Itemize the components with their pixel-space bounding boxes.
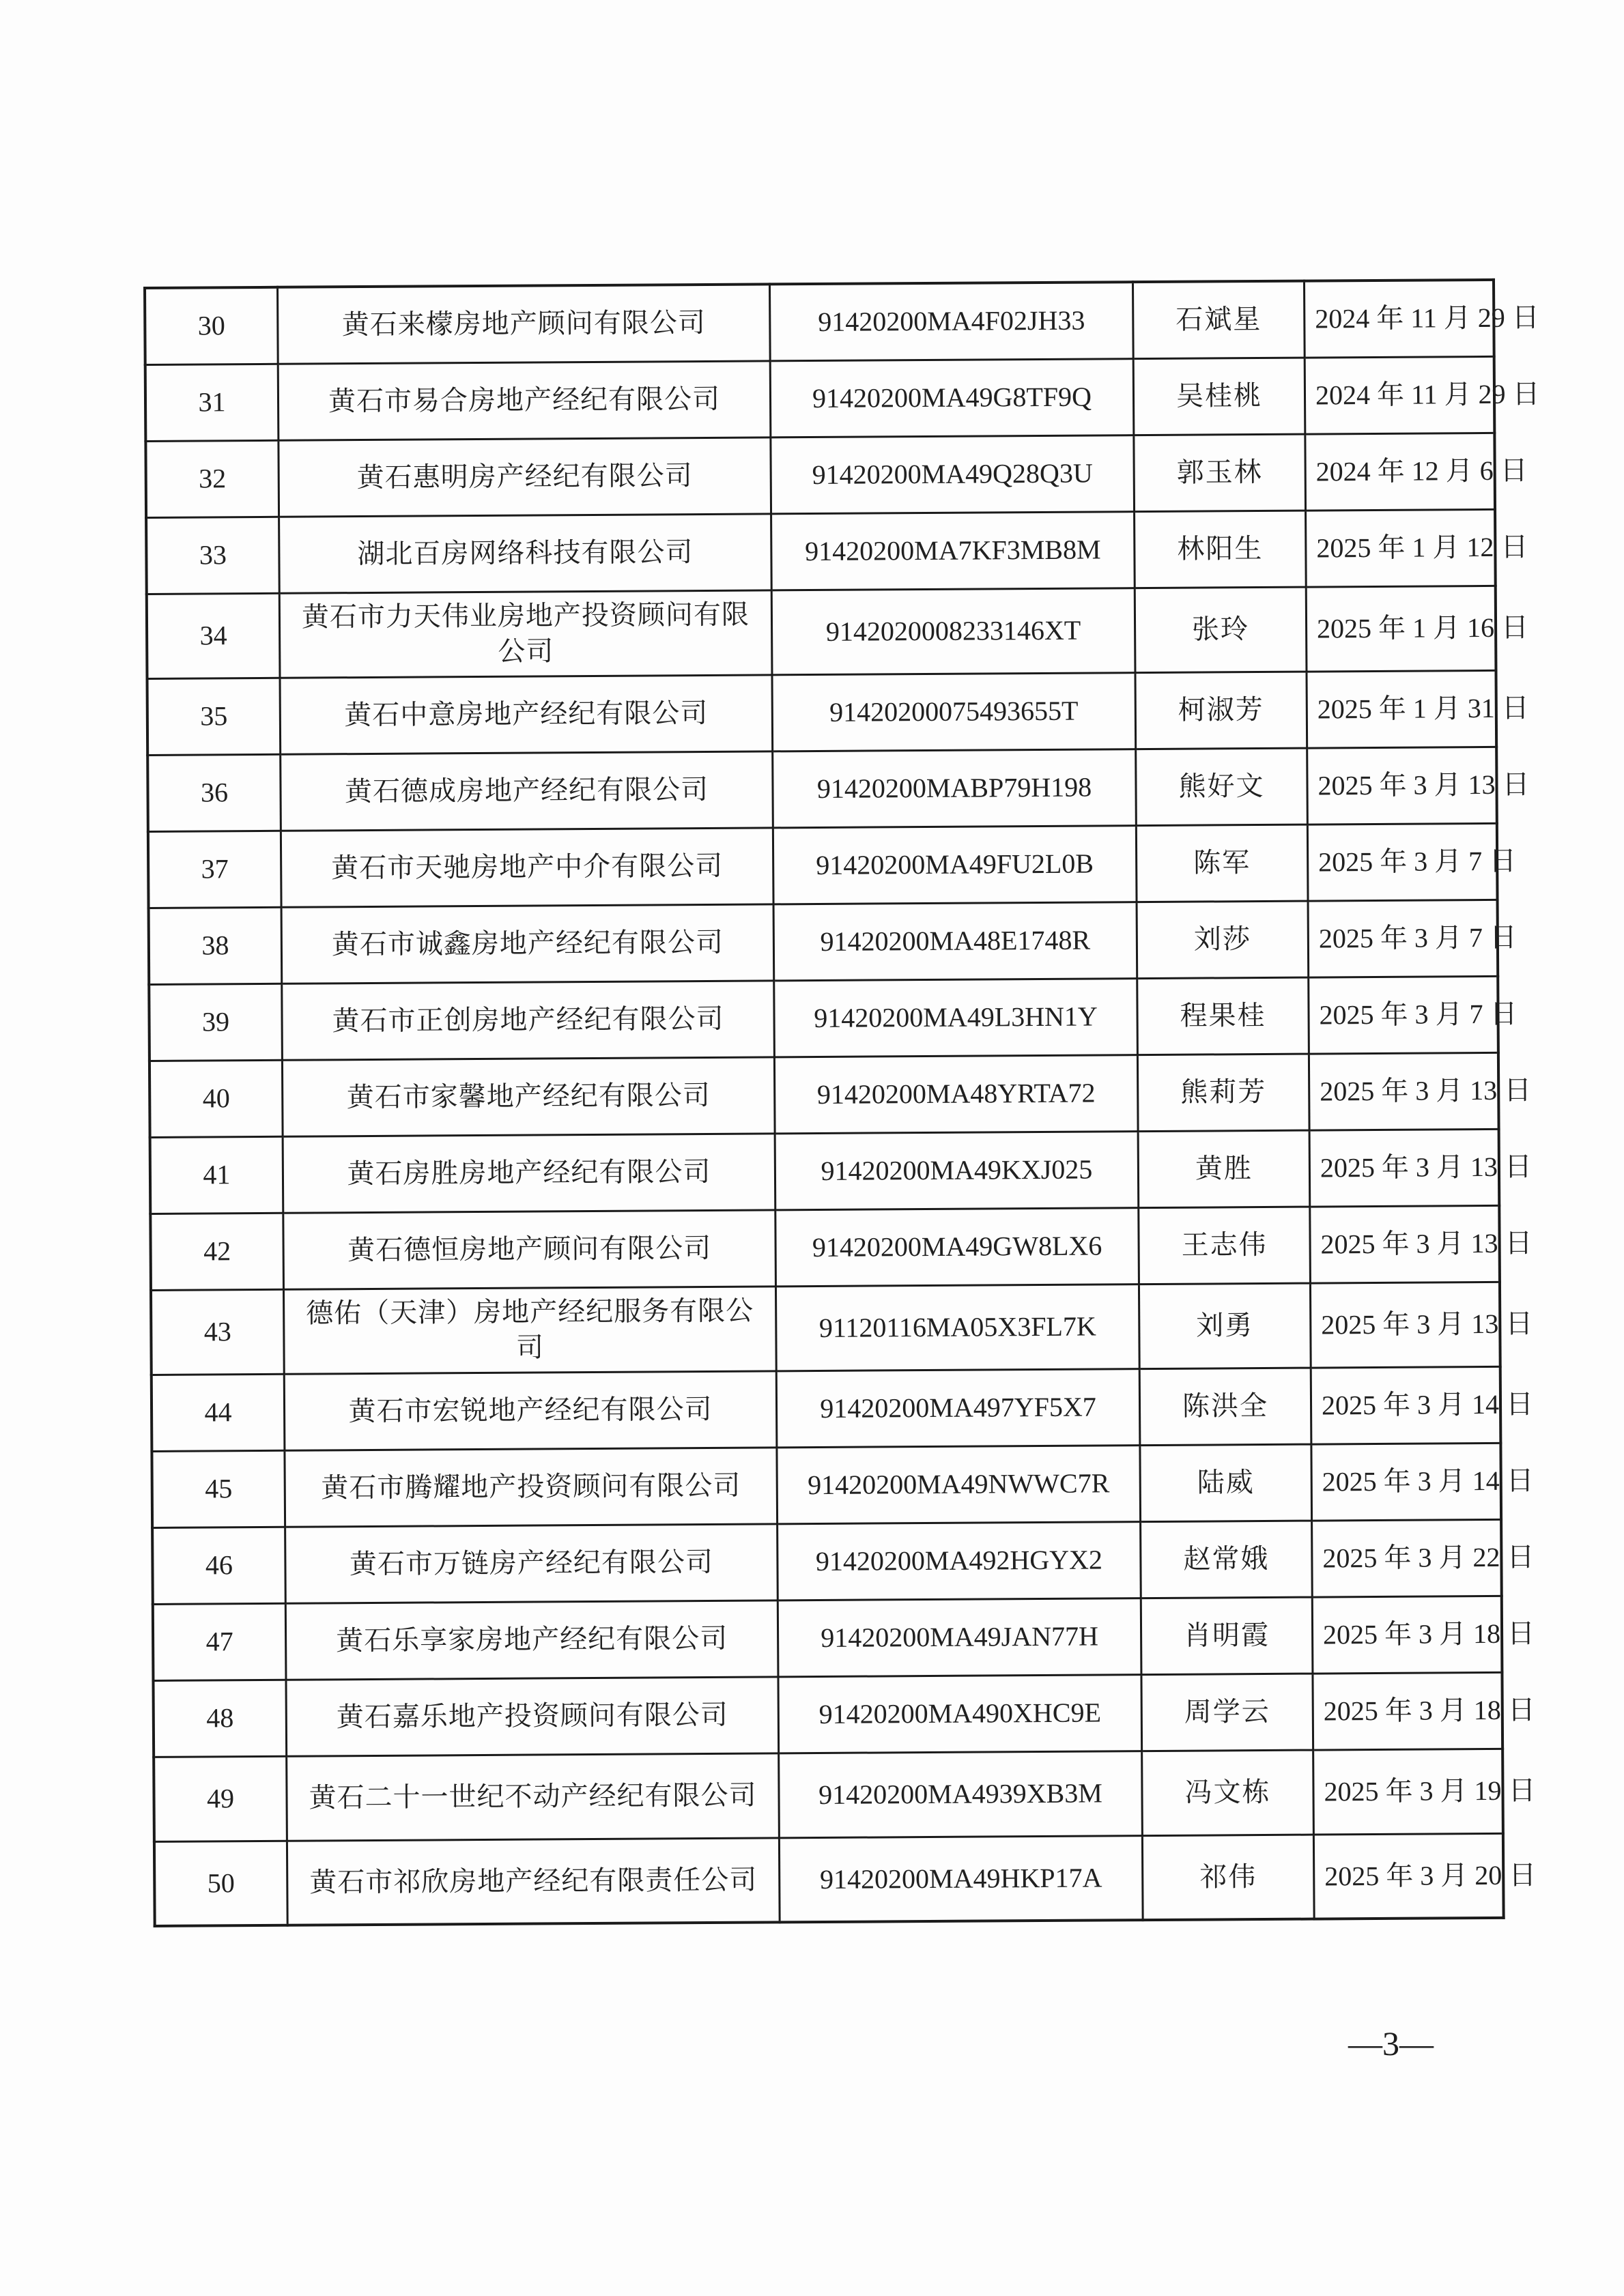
legal-representative: 肖明霞 xyxy=(1141,1597,1313,1675)
row-number: 37 xyxy=(148,831,281,908)
row-number: 40 xyxy=(149,1060,283,1137)
filing-date: 2025 年 3 月 20 日 xyxy=(1313,1833,1503,1919)
filing-date: 2024 年 11 月 29 日 xyxy=(1305,356,1494,434)
credit-code: 91420200MA49HKP17A xyxy=(779,1835,1143,1922)
company-name: 黄石德成房地产经纪有限公司 xyxy=(281,751,773,830)
row-number: 46 xyxy=(152,1527,285,1604)
company-name: 黄石市腾耀地产投资顾问有限公司 xyxy=(285,1447,778,1526)
row-number: 44 xyxy=(152,1374,285,1451)
row-number: 30 xyxy=(145,287,278,364)
row-number: 41 xyxy=(150,1136,283,1214)
credit-code: 91420200MA49Q28Q3U xyxy=(771,435,1135,513)
company-name: 黄石市宏锐地产经纪有限公司 xyxy=(284,1371,777,1450)
filing-date: 2025 年 3 月 13 日 xyxy=(1310,1205,1500,1283)
table-row xyxy=(146,509,1496,594)
table-row xyxy=(153,1596,1502,1680)
table-row xyxy=(152,1443,1501,1527)
legal-representative: 陈军 xyxy=(1136,824,1308,902)
row-number: 34 xyxy=(147,593,280,678)
table-row xyxy=(152,1519,1502,1604)
table-row xyxy=(151,1282,1500,1375)
credit-code: 91420200MA49L3HN1Y xyxy=(774,978,1138,1057)
row-number: 48 xyxy=(153,1680,286,1757)
credit-code: 91420200MA497YF5X7 xyxy=(776,1368,1140,1447)
filing-date: 2025 年 3 月 18 日 xyxy=(1313,1672,1502,1750)
filing-date: 2025 年 1 月 12 日 xyxy=(1306,509,1496,587)
filing-date: 2025 年 3 月 18 日 xyxy=(1312,1596,1502,1674)
table-row xyxy=(149,900,1498,984)
credit-code: 91420200MA49KXJ025 xyxy=(775,1131,1139,1209)
row-number: 43 xyxy=(151,1289,284,1375)
credit-code: 91420200MA4939XB3M xyxy=(779,1751,1143,1837)
table-wrapper xyxy=(143,278,1540,1927)
company-name: 黄石嘉乐地产投资顾问有限公司 xyxy=(286,1676,779,1755)
legal-representative: 冯文栋 xyxy=(1142,1750,1314,1836)
table-row xyxy=(149,1052,1499,1137)
company-name: 黄石房胜房地产经纪有限公司 xyxy=(283,1133,775,1212)
company-name: 黄石市正创房地产经纪有限公司 xyxy=(282,980,775,1059)
legal-representative: 刘莎 xyxy=(1137,901,1309,979)
company-name: 黄石市家馨地产经纪有限公司 xyxy=(282,1057,775,1136)
table-row xyxy=(154,1749,1503,1841)
company-name: 黄石二十一世纪不动产经纪有限公司 xyxy=(287,1753,780,1840)
legal-representative: 王志伟 xyxy=(1139,1207,1311,1285)
company-name: 黄石市力天伟业房地产投资顾问有限公司 xyxy=(279,590,772,677)
legal-representative: 周学云 xyxy=(1141,1674,1313,1751)
legal-representative: 吴桂桃 xyxy=(1133,358,1305,435)
credit-code: 91420200MA490XHC9E xyxy=(778,1674,1142,1753)
credit-code: 91420200MA7KF3MB8M xyxy=(771,511,1135,590)
credit-code: 91120116MA05X3FL7K xyxy=(775,1284,1139,1371)
row-number: 38 xyxy=(149,907,282,984)
row-number: 47 xyxy=(153,1603,286,1680)
company-name: 黄石市祁欣房地产经纪有限责任公司 xyxy=(287,1837,780,1925)
table-row xyxy=(145,356,1495,441)
company-name: 黄石市天驰房地产中介有限公司 xyxy=(281,827,773,906)
filing-date: 2024 年 11 月 29 日 xyxy=(1304,280,1494,358)
legal-representative: 祁伟 xyxy=(1142,1835,1314,1921)
row-number: 42 xyxy=(150,1213,283,1290)
filing-date: 2025 年 3 月 19 日 xyxy=(1313,1749,1503,1835)
credit-code: 91420200MABP79H198 xyxy=(773,749,1137,827)
credit-code: 91420200MA4F02JH33 xyxy=(769,282,1133,360)
legal-representative: 石斌星 xyxy=(1132,281,1305,359)
company-name: 德佑（天津）房地产经纪服务有限公司 xyxy=(283,1286,776,1373)
legal-representative: 熊好文 xyxy=(1136,748,1308,826)
row-number: 49 xyxy=(154,1756,287,1841)
filing-date: 2025 年 3 月 7 日 xyxy=(1307,823,1497,901)
company-name: 黄石市易合房地产经纪有限公司 xyxy=(278,360,771,440)
legal-representative: 郭玉林 xyxy=(1134,434,1306,512)
table-row xyxy=(147,586,1496,678)
legal-representative: 张玲 xyxy=(1135,587,1307,673)
row-number: 33 xyxy=(146,517,279,594)
filing-date: 2025 年 3 月 22 日 xyxy=(1312,1519,1502,1597)
table-row xyxy=(145,280,1494,364)
table-row xyxy=(147,670,1497,755)
filing-date: 2025 年 3 月 13 日 xyxy=(1309,1052,1498,1130)
credit-code: 91420200MA48E1748R xyxy=(773,902,1137,980)
credit-code: 91420200MA49GW8LX6 xyxy=(775,1207,1139,1286)
row-number: 35 xyxy=(147,678,281,755)
company-name: 黄石来檬房地产顾问有限公司 xyxy=(278,284,771,363)
legal-representative: 刘勇 xyxy=(1139,1283,1311,1369)
company-name: 黄石乐享家房地产经纪有限公司 xyxy=(285,1600,778,1679)
table-row xyxy=(147,747,1497,831)
legal-representative: 林阳生 xyxy=(1135,511,1307,588)
legal-representative: 柯淑芳 xyxy=(1135,672,1307,749)
table-row xyxy=(153,1672,1502,1757)
legal-representative: 程果桂 xyxy=(1137,977,1309,1055)
filing-date: 2025 年 3 月 14 日 xyxy=(1311,1366,1500,1444)
credit-code: 9142020008233146XT xyxy=(771,588,1135,674)
credit-code: 91420200MA49G8TF9Q xyxy=(770,358,1134,437)
filing-date: 2025 年 3 月 14 日 xyxy=(1311,1443,1501,1521)
credit-code: 91420200MA492HGYX2 xyxy=(778,1521,1141,1600)
table-row xyxy=(148,823,1498,908)
row-number: 50 xyxy=(154,1841,287,1926)
credit-code: 91420200MA49NWWC7R xyxy=(777,1445,1141,1523)
credit-code: 91420200MA49FU2L0B xyxy=(773,825,1137,904)
company-name: 黄石市万链房产经纪有限公司 xyxy=(285,1523,778,1603)
filing-date: 2025 年 3 月 13 日 xyxy=(1309,1129,1499,1207)
filing-date: 2024 年 12 月 6 日 xyxy=(1305,433,1495,511)
filing-date: 2025 年 1 月 31 日 xyxy=(1307,670,1496,748)
credit-code: 91420200075493655T xyxy=(772,672,1136,751)
legal-representative: 陈洪全 xyxy=(1139,1368,1311,1446)
table-row xyxy=(149,976,1498,1061)
row-number: 39 xyxy=(149,984,282,1061)
filing-date: 2025 年 3 月 13 日 xyxy=(1310,1282,1500,1368)
filing-date: 2025 年 3 月 7 日 xyxy=(1309,976,1498,1054)
legal-representative: 陆威 xyxy=(1140,1444,1312,1522)
row-number: 32 xyxy=(145,440,279,517)
filing-date: 2025 年 3 月 7 日 xyxy=(1308,900,1498,977)
filing-date: 2025 年 3 月 13 日 xyxy=(1307,747,1497,824)
registry-table xyxy=(143,278,1540,1927)
row-number: 31 xyxy=(145,364,279,441)
row-number: 45 xyxy=(152,1450,285,1527)
legal-representative: 黄胜 xyxy=(1138,1130,1310,1208)
table-row xyxy=(150,1129,1500,1214)
company-name: 湖北百房网络科技有限公司 xyxy=(279,513,772,592)
company-name: 黄石中意房地产经纪有限公司 xyxy=(280,674,773,754)
legal-representative: 熊莉芳 xyxy=(1137,1054,1309,1132)
credit-code: 91420200MA49JAN77H xyxy=(778,1598,1141,1676)
table-row xyxy=(154,1833,1504,1926)
table-row xyxy=(152,1366,1501,1451)
table-row xyxy=(150,1205,1500,1290)
filing-date: 2025 年 1 月 16 日 xyxy=(1306,586,1496,672)
row-number: 36 xyxy=(147,754,281,831)
page-number: —3— xyxy=(1348,2024,1434,2063)
credit-code: 91420200MA48YRTA72 xyxy=(774,1054,1138,1133)
legal-representative: 赵常娥 xyxy=(1141,1521,1313,1598)
company-name: 黄石惠明房产经纪有限公司 xyxy=(279,437,771,516)
company-name: 黄石德恒房地产顾问有限公司 xyxy=(283,1209,776,1289)
table-row xyxy=(145,433,1495,517)
company-name: 黄石市诚鑫房地产经纪有限公司 xyxy=(281,904,774,983)
